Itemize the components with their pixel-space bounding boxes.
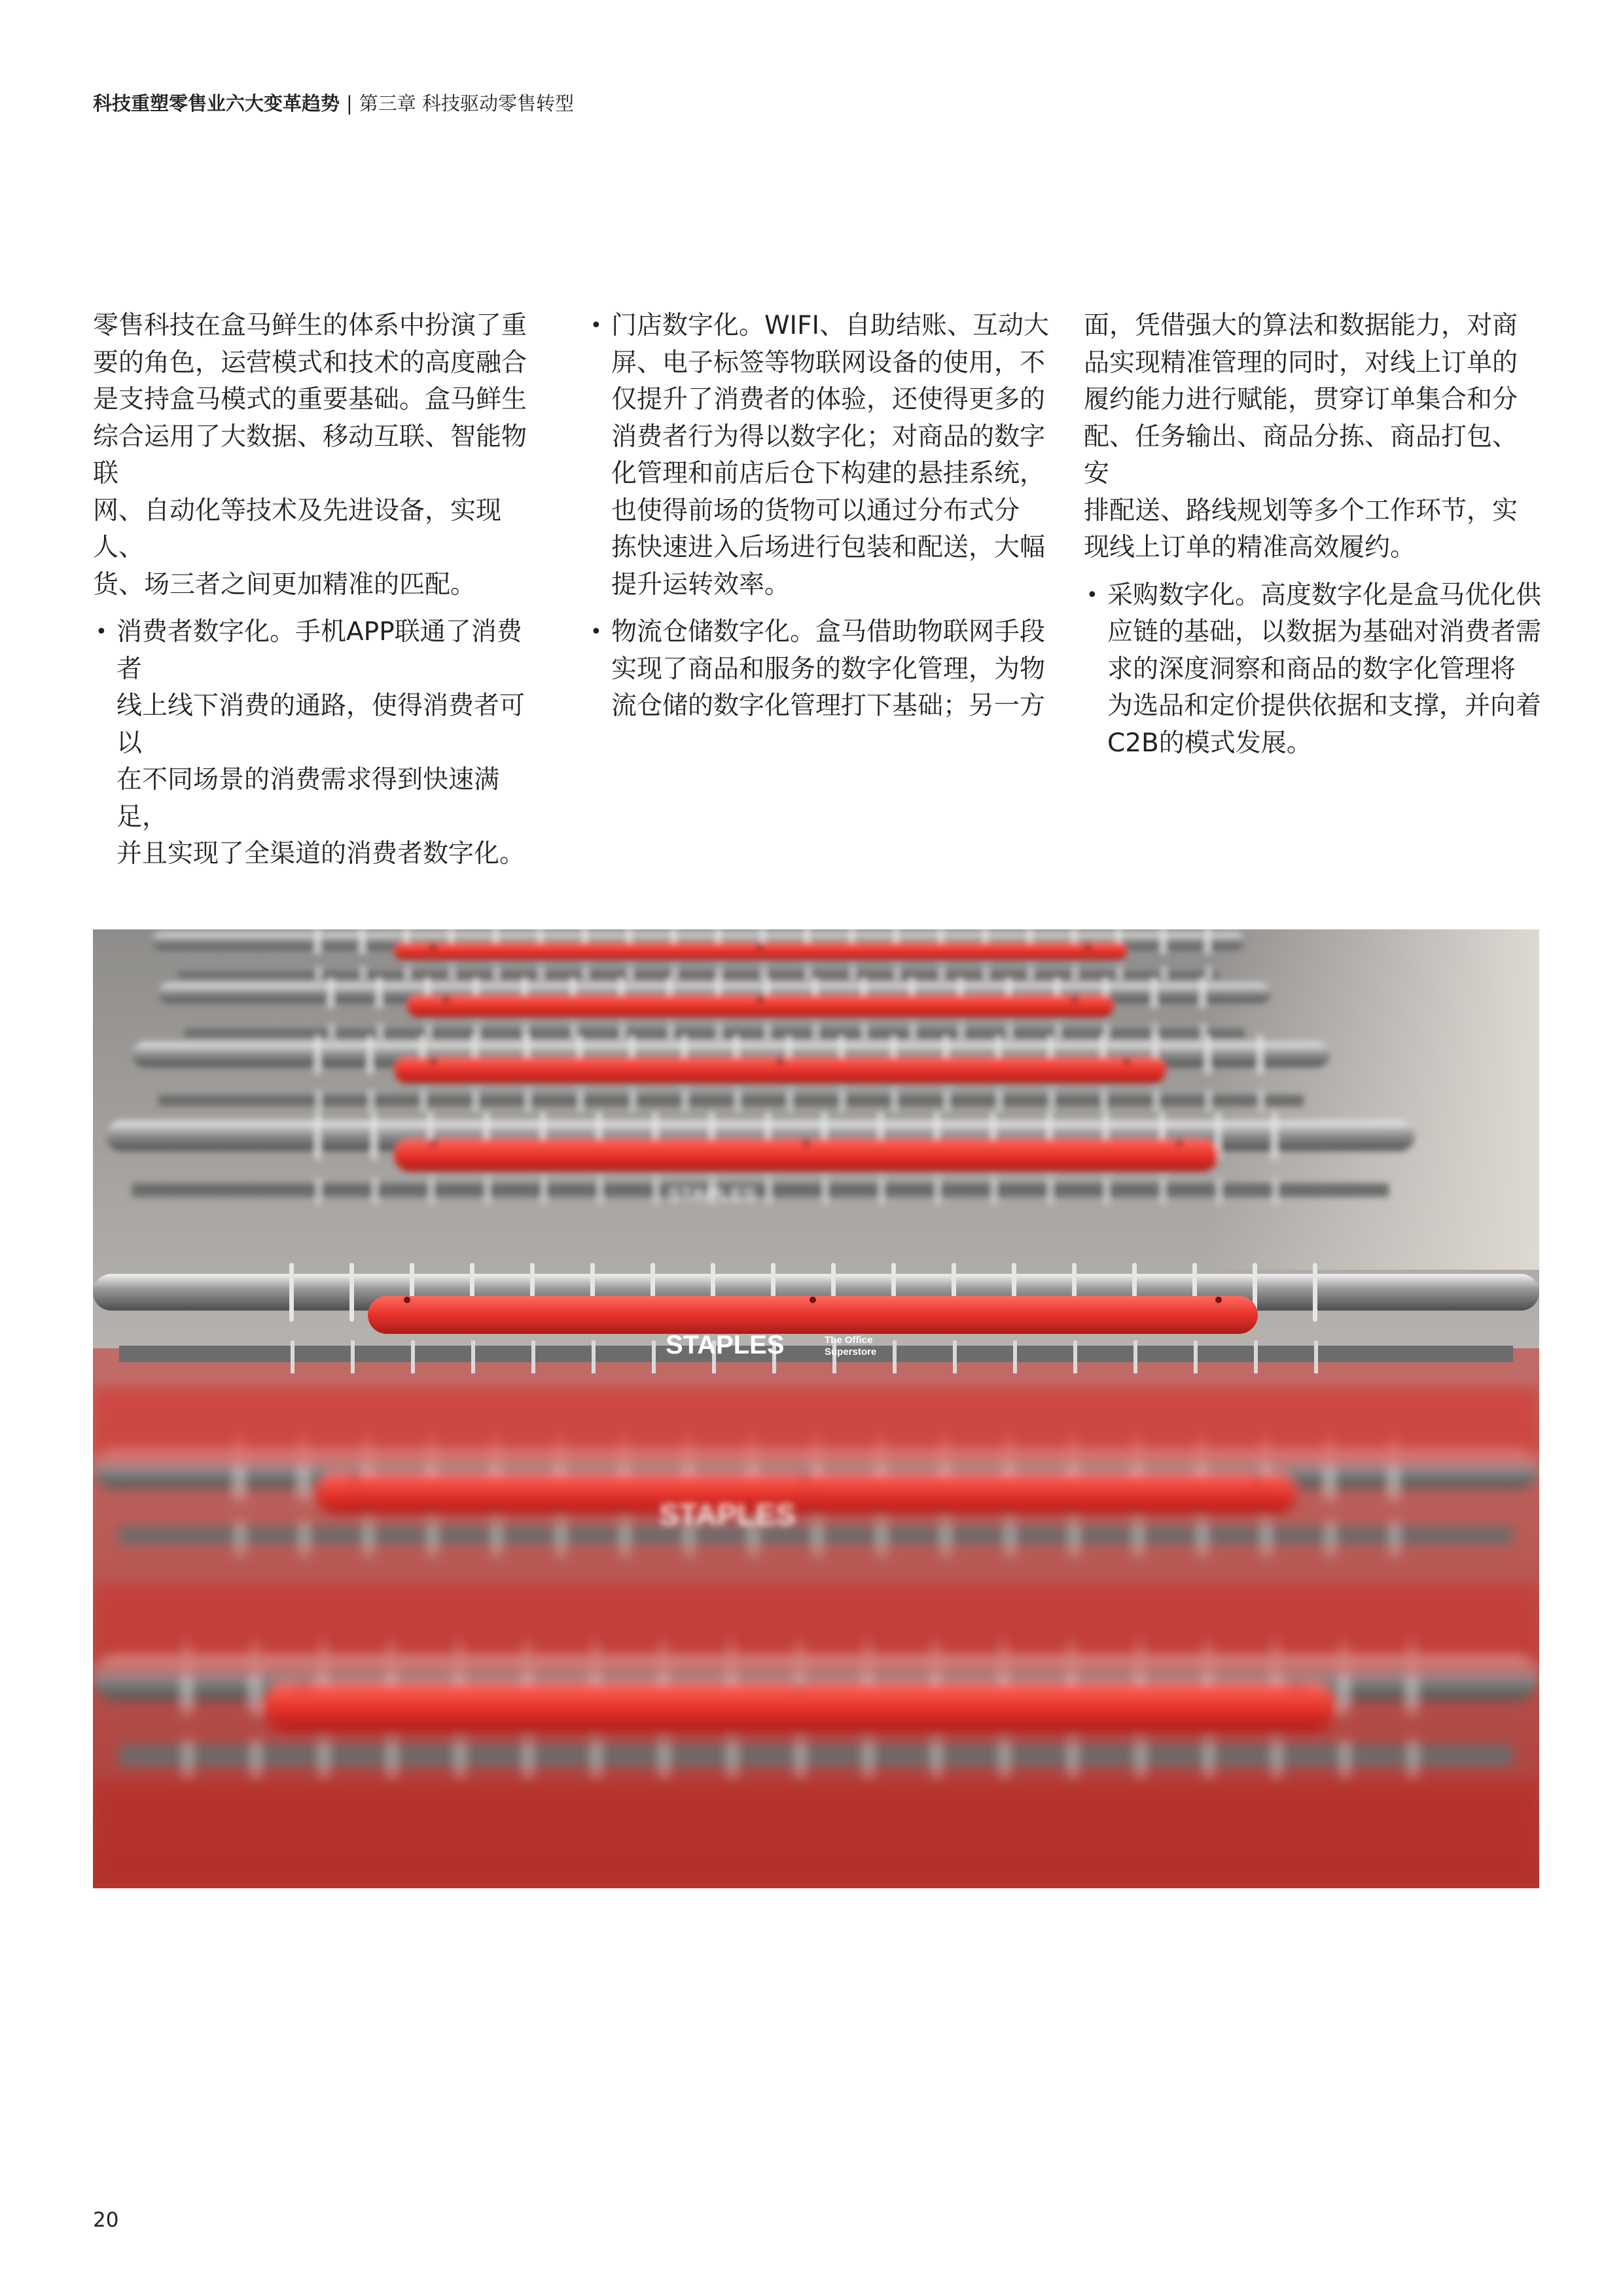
chapter-title: 第三章 科技驱动零售转型 (359, 92, 575, 115)
text-line: 现线上订单的精准高效履约。 (1084, 533, 1416, 562)
text-line: 化管理和前店后仓下构建的悬挂系统， (611, 459, 1046, 488)
intro-paragraph (93, 308, 544, 603)
bullet-dot: • (96, 620, 107, 643)
staples-tagline-1: The Office (825, 1335, 873, 1346)
text-line: 综合运用了大数据、移动互联、智能物联 (93, 422, 527, 488)
text-column-2 (588, 308, 1049, 725)
bullet-dot: • (1086, 583, 1098, 607)
series-title: 科技重塑零售业六大变革趋势 (93, 92, 340, 115)
text-line: 品实现精准管理的同时，对线上订单的 (1084, 348, 1518, 378)
text-line: 门店数字化。WIFI、自助结账、互动大 (611, 311, 1049, 340)
logistics-continuation (1084, 308, 1542, 567)
text-line: 也使得前场的货物可以通过分布式分 (611, 495, 1020, 526)
text-line: 线上线下消费的通路，使得消费者可以 (116, 691, 526, 758)
text-column-1 (93, 308, 544, 873)
header-separator: | (346, 92, 353, 115)
shopping-carts-photo (93, 929, 1539, 1888)
page-number: 20 (93, 2208, 119, 2232)
text-line: 采购数字化。高度数字化是盒马优化供 (1107, 580, 1542, 610)
text-line: 提升运转效率。 (611, 569, 791, 600)
bullet-dot: • (590, 620, 602, 643)
text-line: 并且实现了全渠道的消费者数字化。 (116, 839, 526, 869)
text-line: 实现了商品和服务的数字化管理，为物 (611, 654, 1046, 684)
staples-logo-focus: STAPLES (666, 1331, 785, 1359)
text-line: 配、任务输出、商品分拣、商品打包、安 (1084, 422, 1518, 488)
bullet-store-digitalization (588, 308, 1049, 603)
text-line: 屏、电子标签等物联网设备的使用，不 (611, 348, 1046, 378)
text-line: 消费者行为得以数字化；对商品的数字 (611, 422, 1046, 452)
text-line: 网、自动化等技术及先进设备，实现人、 (93, 495, 502, 562)
text-line: C2B的模式发展。 (1107, 728, 1312, 758)
text-line: 求的深度洞察和商品的数字化管理将 (1107, 654, 1516, 684)
text-line: 流仓储的数字化管理打下基础；另一方 (611, 691, 1046, 721)
text-line: 排配送、路线规划等多个工作环节，实 (1084, 495, 1518, 526)
text-line: 履约能力进行赋能，贯穿订单集合和分 (1084, 385, 1518, 414)
text-line: 仅提升了消费者的体验，还使得更多的 (611, 385, 1046, 414)
text-line: 零售科技在盒马鲜生的体系中扮演了重 (93, 311, 527, 340)
text-line: 要的角色，运营模式和技术的高度融合 (93, 348, 527, 378)
text-line: 在不同场景的消费需求得到快速满足， (116, 765, 500, 832)
bullet-procurement-digitalization (1084, 577, 1542, 762)
text-line: 应链的基础，以数据为基础对消费者需 (1107, 617, 1542, 647)
text-line: 为选品和定价提供依据和支撑，并向着 (1107, 691, 1542, 721)
bullet-dot: • (590, 314, 602, 337)
text-line: 消费者数字化。手机APP联通了消费者 (116, 617, 522, 684)
text-line: 货、场三者之间更加精准的匹配。 (93, 569, 476, 600)
staples-tagline-2: Superstore (825, 1346, 877, 1357)
staples-logo-near: STAPLES (659, 1498, 796, 1532)
text-line: 面，凭借强大的算法和数据能力，对商 (1084, 311, 1518, 340)
bullet-consumer-digitalization (93, 614, 544, 873)
text-line: 是支持盒马模式的重要基础。盒马鲜生 (93, 385, 527, 414)
text-line: 物流仓储数字化。盒马借助物联网手段 (611, 617, 1046, 647)
text-line: 拣快速进入后场进行包装和配送，大幅 (611, 533, 1046, 562)
bullet-logistics-digitalization (588, 614, 1049, 725)
running-header (93, 90, 574, 117)
staples-logo-far: STAPLES (668, 1184, 757, 1206)
text-column-3 (1084, 308, 1542, 762)
